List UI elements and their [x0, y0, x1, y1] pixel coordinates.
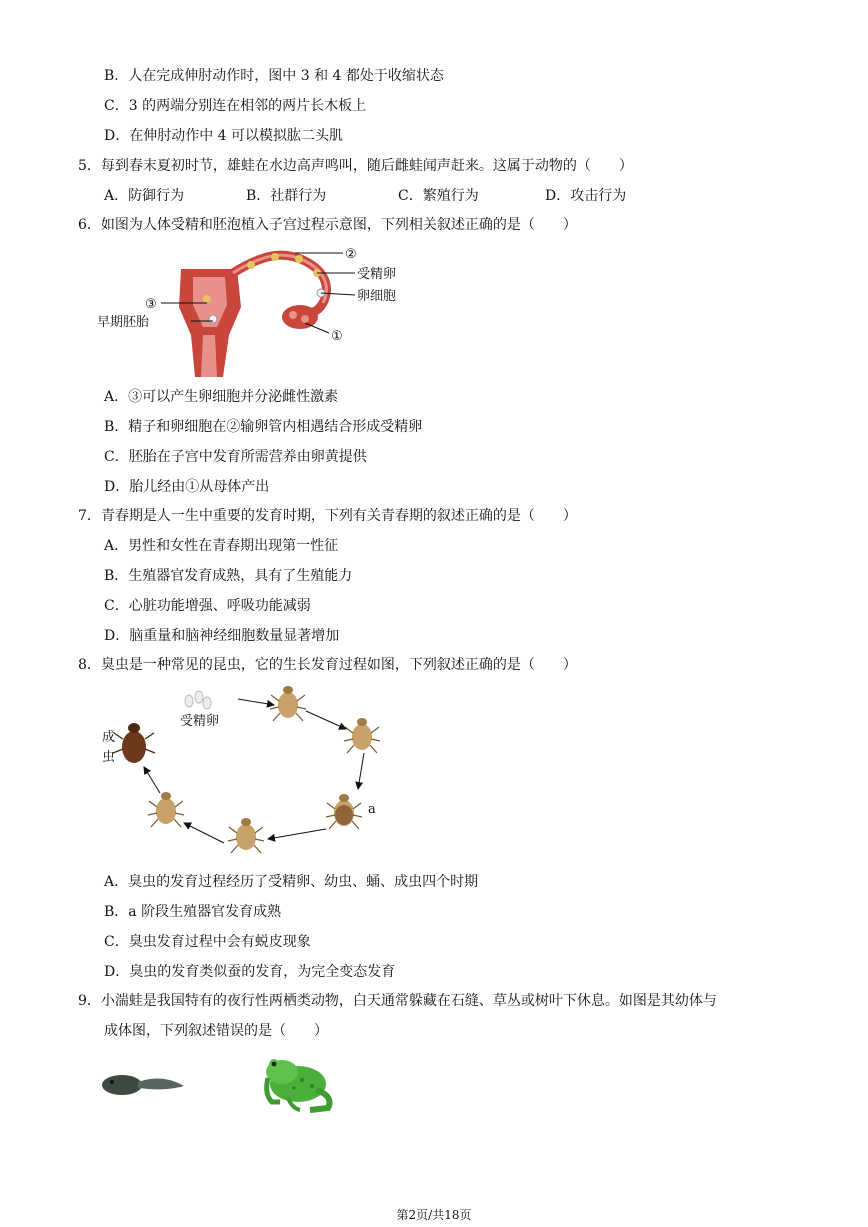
q5-option-c: C．繁殖行为 — [398, 188, 479, 204]
tadpole-image — [100, 1068, 186, 1100]
q7-option-c: C．心脏功能增强、呼吸功能减弱 — [104, 598, 311, 614]
q6-option-b: B．精子和卵细胞在②输卵管内相遇结合形成受精卵 — [104, 419, 423, 435]
q9-stem-line-2: 成体图，下列叙述错误的是（ ） — [104, 1023, 328, 1039]
q7-option-d: D．脑重量和脑神经细胞数量显著增加 — [104, 628, 340, 644]
label-adult-1: 成 — [102, 730, 116, 745]
label-adult-2: 虫 — [102, 750, 116, 765]
egg-stage — [185, 691, 211, 709]
label-early-embryo: 早期胚胎 — [97, 315, 150, 330]
q5-option-b: B．社群行为 — [246, 188, 327, 204]
q6-option-d: D．胎儿经由①从母体产出 — [104, 479, 270, 495]
q8-option-b: B．a 阶段生殖器官发育成熟 — [104, 904, 282, 920]
q6-option-c: C．胚胎在子宫中发育所需营养由卵黄提供 — [104, 449, 367, 465]
frog-image — [258, 1050, 340, 1116]
adult-bedbug — [113, 723, 155, 763]
nymph-stage-a — [326, 794, 362, 829]
q7-option-a: A．男性和女性在青春期出现第一性征 — [104, 538, 339, 554]
label-mark-1: ① — [331, 329, 343, 344]
q6-stem: 6．如图为人体受精和胚泡植入子宫过程示意图，下列相关叙述正确的是（ ） — [78, 217, 577, 233]
label-stage-a: a — [368, 802, 376, 817]
q7-option-b: B．生殖器官发育成熟，具有了生殖能力 — [104, 568, 353, 584]
page-footer: 第2页/共18页 — [396, 1208, 472, 1222]
nymph-stage-5 — [148, 792, 184, 827]
q8-bedbug-lifecycle-diagram — [98, 683, 388, 863]
q5-stem: 5．每到春末夏初时节，雄蛙在水边高声鸣叫，随后雌蛙闻声赶来。这属于动物的（ ） — [78, 158, 633, 174]
q8-option-c: C．臭虫发育过程中会有蜕皮现象 — [104, 934, 311, 950]
label-fertilized-egg: 受精卵 — [180, 714, 220, 729]
q5-option-d: D．攻击行为 — [545, 188, 627, 204]
label-fertilized-egg: 受精卵 — [357, 267, 397, 282]
label-mark-3: ③ — [145, 297, 157, 312]
ovary — [282, 305, 318, 329]
prev-option-b: B．人在完成伸肘动作时，图中 3 和 4 都处于收缩状态 — [104, 68, 444, 84]
label-egg-cell: 卵细胞 — [357, 289, 397, 304]
q5-option-a: A．防御行为 — [104, 188, 185, 204]
q9-stem-line-1: 9．小湍蛙是我国特有的夜行性两栖类动物，白天通常躲藏在石缝、草丛或树叶下休息。如图是其幼体与 — [78, 993, 717, 1009]
q6-reproduction-diagram — [95, 243, 415, 377]
nymph-stage-1 — [270, 686, 306, 721]
nymph-stage-2 — [344, 718, 380, 753]
q8-option-a: A．臭虫的发育过程经历了受精卵、幼虫、蛹、成虫四个时期 — [104, 874, 479, 890]
q6-option-a: A．③可以产生卵细胞并分泌雌性激素 — [104, 389, 339, 405]
label-mark-2: ② — [345, 247, 357, 262]
q8-stem: 8．臭虫是一种常见的昆虫，它的生长发育过程如图，下列叙述正确的是（ ） — [78, 657, 577, 673]
prev-option-d: D．在伸肘动作中 4 可以模拟肱二头肌 — [104, 128, 344, 144]
nymph-stage-4 — [228, 818, 264, 853]
q7-stem: 7．青春期是人一生中重要的发育时期，下列有关青春期的叙述正确的是（ ） — [78, 508, 577, 524]
q8-option-d: D．臭虫的发育类似蚕的发育，为完全变态发育 — [104, 964, 396, 980]
prev-option-c: C．3 的两端分别连在相邻的两片长木板上 — [104, 98, 367, 114]
